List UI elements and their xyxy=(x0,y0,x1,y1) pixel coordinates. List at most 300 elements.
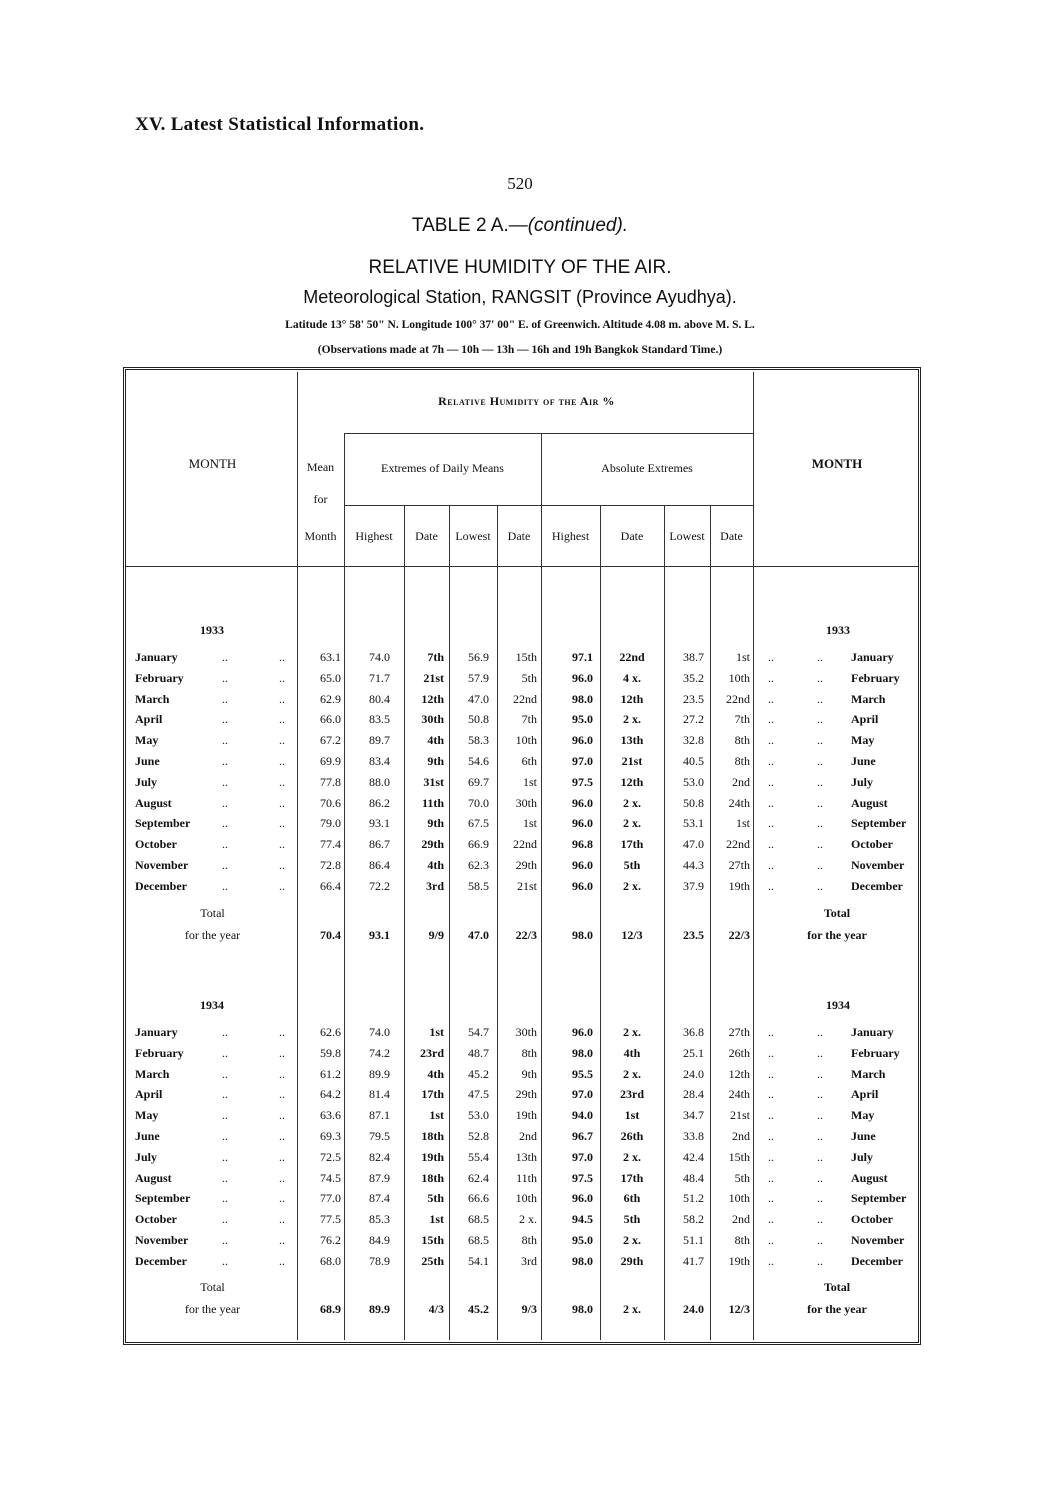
cell-al: 36.8 xyxy=(683,1025,704,1039)
cell-ahd: 29th xyxy=(620,1254,644,1268)
cell-dl: 50.8 xyxy=(468,712,489,726)
cell-ald: 22nd xyxy=(726,692,750,706)
cell-ah: 96.7 xyxy=(572,1129,593,1143)
leader-dots: .. xyxy=(768,692,774,706)
cell-ah: 97.0 xyxy=(572,1150,593,1164)
cell-dld: 1st xyxy=(522,816,537,830)
month-name-left: July xyxy=(135,1150,158,1164)
cell-ah: 95.5 xyxy=(572,1067,593,1081)
total-al: 24.0 xyxy=(683,1302,704,1316)
month-name-left: December xyxy=(135,879,187,893)
cell-dld: 19th xyxy=(515,1108,537,1122)
table-row xyxy=(0,1150,1040,1170)
leader-dots: .. xyxy=(768,858,774,872)
leader-dots: .. xyxy=(222,775,228,789)
table-row xyxy=(0,837,1040,857)
cell-ald: 26th xyxy=(728,1046,750,1060)
leader-dots: .. xyxy=(768,754,774,768)
leader-dots: .. xyxy=(279,1087,285,1101)
leader-dots: .. xyxy=(817,733,823,747)
month-name-left: November xyxy=(135,858,189,872)
leader-dots: .. xyxy=(222,837,228,851)
cell-dhd: 1st xyxy=(429,1108,444,1122)
table-row xyxy=(0,1254,1040,1274)
cell-al: 24.0 xyxy=(683,1067,704,1081)
month-name-right: May xyxy=(851,733,875,747)
cell-dhd: 19th xyxy=(421,1150,444,1164)
leader-dots: .. xyxy=(817,1087,823,1101)
cell-ah: 98.0 xyxy=(572,692,593,706)
cell-ah: 96.0 xyxy=(572,1025,593,1039)
leader-dots: .. xyxy=(279,733,285,747)
cell-dl: 66.6 xyxy=(468,1191,489,1205)
leader-dots: .. xyxy=(279,754,285,768)
month-name-right: March xyxy=(851,692,886,706)
month-name-right: September xyxy=(851,1191,907,1205)
leader-dots: .. xyxy=(768,1150,774,1164)
cell-dl: 62.3 xyxy=(468,858,489,872)
month-name-right: August xyxy=(851,1171,888,1185)
total-al: 23.5 xyxy=(683,928,704,942)
cell-mean: 77.0 xyxy=(320,1191,341,1205)
cell-ahd: 2 x. xyxy=(623,1025,641,1039)
cell-ah: 97.5 xyxy=(572,775,593,789)
cell-dhd: 12th xyxy=(421,692,444,706)
cell-mean: 64.2 xyxy=(320,1087,341,1101)
cell-mean: 63.6 xyxy=(320,1108,341,1122)
cell-dhd: 15th xyxy=(421,1233,444,1247)
leader-dots: .. xyxy=(817,1212,823,1226)
total-dhd: 4/3 xyxy=(428,1302,444,1316)
cell-dhd: 1st xyxy=(429,1212,444,1226)
month-name-right: July xyxy=(851,775,874,789)
year-label-left: 1934 xyxy=(200,998,224,1012)
cell-ahd: 5th xyxy=(623,1212,641,1226)
leader-dots: .. xyxy=(222,1150,228,1164)
total-dl: 45.2 xyxy=(468,1302,489,1316)
month-header-left: MONTH xyxy=(188,456,237,471)
cell-al: 37.9 xyxy=(683,879,704,893)
table-row xyxy=(0,1108,1040,1128)
cell-dhd: 25th xyxy=(421,1254,444,1268)
leader-dots: .. xyxy=(768,1025,774,1039)
cell-al: 47.0 xyxy=(683,837,704,851)
cell-dhd: 11th xyxy=(421,796,444,810)
cell-ah: 96.0 xyxy=(572,1191,593,1205)
cell-dld: 5th xyxy=(521,671,537,685)
group-header: Relative Humidity of the Air % xyxy=(438,394,615,408)
abs-lowest-header: Lowest xyxy=(669,529,705,543)
table-row xyxy=(0,1212,1040,1232)
leader-dots: .. xyxy=(817,1025,823,1039)
cell-dh: 72.2 xyxy=(369,879,390,893)
cell-mean: 62.6 xyxy=(320,1025,341,1039)
cell-ah: 96.0 xyxy=(572,733,593,747)
cell-ald: 5th xyxy=(734,1171,750,1185)
cell-dh: 86.2 xyxy=(369,796,390,810)
cell-ahd: 26th xyxy=(620,1129,644,1143)
cell-dh: 89.7 xyxy=(369,733,390,747)
cell-dl: 68.5 xyxy=(468,1233,489,1247)
leader-dots: .. xyxy=(817,1067,823,1081)
leader-dots: .. xyxy=(817,1233,823,1247)
leader-dots: .. xyxy=(768,1212,774,1226)
leader-dots: .. xyxy=(279,1067,285,1081)
cell-dl: 48.7 xyxy=(468,1046,489,1060)
cell-ald: 1st xyxy=(735,816,750,830)
cell-dhd: 18th xyxy=(421,1129,444,1143)
leader-dots: .. xyxy=(279,1108,285,1122)
leader-dots: .. xyxy=(817,754,823,768)
leader-dots: .. xyxy=(768,650,774,664)
cell-dld: 3rd xyxy=(521,1254,537,1268)
daily-highest-date-header: Date xyxy=(415,529,438,543)
cell-ahd: 21st xyxy=(621,754,643,768)
cell-al: 50.8 xyxy=(683,796,704,810)
daily-lowest-date-header: Date xyxy=(507,529,531,543)
cell-dhd: 17th xyxy=(421,1087,444,1101)
cell-dld: 22nd xyxy=(513,837,537,851)
cell-ahd: 13th xyxy=(620,733,644,747)
cell-ald: 24th xyxy=(728,1087,750,1101)
leader-dots: .. xyxy=(768,1087,774,1101)
leader-dots: .. xyxy=(817,712,823,726)
month-name-right: June xyxy=(851,754,876,768)
total-row xyxy=(0,928,1040,948)
leader-dots: .. xyxy=(222,754,228,768)
leader-dots: .. xyxy=(279,775,285,789)
leader-dots: .. xyxy=(768,1129,774,1143)
cell-dld: 22nd xyxy=(513,692,537,706)
total-dld: 22/3 xyxy=(515,928,537,942)
daily-extremes-header: Extremes of Daily Means xyxy=(381,461,504,475)
leader-dots: .. xyxy=(817,837,823,851)
cell-dh: 79.5 xyxy=(369,1129,390,1143)
month-name-right: July xyxy=(851,1150,874,1164)
cell-dhd: 9th xyxy=(427,754,444,768)
table-continued: (continued). xyxy=(527,215,629,236)
cell-ahd: 2 x. xyxy=(623,879,641,893)
cell-dl: 58.5 xyxy=(468,879,489,893)
total-ahd: 12/3 xyxy=(621,928,643,942)
leader-dots: .. xyxy=(222,1108,228,1122)
cell-dhd: 1st xyxy=(429,1025,444,1039)
cell-ald: 19th xyxy=(728,879,750,893)
table-row xyxy=(0,712,1040,732)
cell-ald: 27th xyxy=(728,858,750,872)
cell-dld: 8th xyxy=(521,1233,537,1247)
month-name-left: February xyxy=(135,1046,184,1060)
cell-dh: 71.7 xyxy=(369,671,390,685)
month-name-right: October xyxy=(851,837,893,851)
table-row xyxy=(0,1046,1040,1066)
leader-dots: .. xyxy=(817,775,823,789)
cell-mean: 59.8 xyxy=(320,1046,341,1060)
cell-ald: 2nd xyxy=(732,1129,750,1143)
leader-dots: .. xyxy=(768,1046,774,1060)
leader-dots: .. xyxy=(768,1108,774,1122)
cell-dld: 6th xyxy=(521,754,537,768)
leader-dots: .. xyxy=(817,1046,823,1060)
page-number: 520 xyxy=(507,174,533,193)
cell-ald: 2nd xyxy=(732,1212,750,1226)
mean-header-3: Month xyxy=(304,529,337,543)
cell-ah: 97.0 xyxy=(572,1087,593,1101)
leader-dots: .. xyxy=(768,1233,774,1247)
station-line: Meteorological Station, RANGSIT (Province Ayudhya). xyxy=(303,287,737,307)
cell-ald: 27th xyxy=(728,1025,750,1039)
cell-dh: 78.9 xyxy=(369,1254,390,1268)
cell-dhd: 31st xyxy=(423,775,444,789)
leader-dots: .. xyxy=(222,712,228,726)
cell-dl: 52.8 xyxy=(468,1129,489,1143)
leader-dots: .. xyxy=(817,858,823,872)
month-name-right: February xyxy=(851,671,900,685)
cell-ahd: 6th xyxy=(623,1191,641,1205)
cell-ahd: 2 x. xyxy=(623,816,641,830)
leader-dots: .. xyxy=(222,796,228,810)
leader-dots: .. xyxy=(768,1191,774,1205)
cell-ah: 96.8 xyxy=(572,837,593,851)
leader-dots: .. xyxy=(279,1212,285,1226)
month-name-left: March xyxy=(135,692,170,706)
abs-highest-date-header: Date xyxy=(620,529,644,543)
cell-ald: 8th xyxy=(734,754,750,768)
total-mean: 68.9 xyxy=(320,1302,341,1316)
cell-dld: 2nd xyxy=(519,1129,537,1143)
cell-ahd: 17th xyxy=(620,1171,644,1185)
cell-dl: 62.4 xyxy=(468,1171,489,1185)
table-row xyxy=(0,692,1040,712)
cell-dl: 55.4 xyxy=(468,1150,489,1164)
month-name-right: January xyxy=(851,650,894,664)
total-sub-left: for the year xyxy=(184,1302,241,1316)
daily-highest-header: Highest xyxy=(355,529,393,543)
cell-ah: 98.0 xyxy=(572,1046,593,1060)
cell-dh: 85.3 xyxy=(369,1212,390,1226)
cell-ah: 97.1 xyxy=(572,650,593,664)
table-row xyxy=(0,775,1040,795)
cell-al: 51.1 xyxy=(683,1233,704,1247)
cell-ah: 94.0 xyxy=(572,1108,593,1122)
leader-dots: .. xyxy=(279,692,285,706)
month-name-right: November xyxy=(851,858,905,872)
table-row xyxy=(0,671,1040,691)
month-name-right: December xyxy=(851,1254,903,1268)
cell-dld: 10th xyxy=(515,1191,537,1205)
cell-mean: 61.2 xyxy=(320,1067,341,1081)
cell-dl: 54.7 xyxy=(468,1025,489,1039)
rule-sub-under xyxy=(344,505,753,506)
table-label: TABLE 2 A.— xyxy=(411,215,528,236)
cell-al: 28.4 xyxy=(683,1087,704,1101)
cell-ald: 8th xyxy=(734,1233,750,1247)
abs-lowest-date-header: Date xyxy=(720,529,743,543)
leader-dots: .. xyxy=(279,816,285,830)
leader-dots: .. xyxy=(222,1171,228,1185)
cell-ahd: 4th xyxy=(623,1046,641,1060)
month-name-left: August xyxy=(135,796,172,810)
cell-al: 23.5 xyxy=(683,692,704,706)
month-name-right: April xyxy=(851,1087,879,1101)
leader-dots: .. xyxy=(279,858,285,872)
cell-ah: 94.5 xyxy=(572,1212,593,1226)
total-mean: 70.4 xyxy=(320,928,341,942)
cell-ah: 96.0 xyxy=(572,816,593,830)
leader-dots: .. xyxy=(817,796,823,810)
leader-dots: .. xyxy=(222,1087,228,1101)
leader-dots: .. xyxy=(817,671,823,685)
cell-dl: 47.0 xyxy=(468,692,489,706)
cell-dl: 45.2 xyxy=(468,1067,489,1081)
table-row xyxy=(0,1233,1040,1253)
cell-ald: 24th xyxy=(728,796,750,810)
cell-dld: 11th xyxy=(516,1171,537,1185)
leader-dots: .. xyxy=(768,775,774,789)
leader-dots: .. xyxy=(279,1046,285,1060)
total-ald: 22/3 xyxy=(728,928,750,942)
total-label-left: Total xyxy=(200,906,225,920)
leader-dots: .. xyxy=(279,1025,285,1039)
month-name-left: September xyxy=(135,816,191,830)
cell-mean: 72.5 xyxy=(320,1150,341,1164)
cell-dhd: 30th xyxy=(421,712,444,726)
month-name-right: March xyxy=(851,1067,886,1081)
total-dh: 89.9 xyxy=(369,1302,390,1316)
cell-al: 51.2 xyxy=(683,1191,704,1205)
total-label-left: Total xyxy=(200,1280,225,1294)
leader-dots: .. xyxy=(222,1046,228,1060)
cell-dh: 83.4 xyxy=(369,754,390,768)
cell-mean: 66.0 xyxy=(320,712,341,726)
leader-dots: .. xyxy=(279,671,285,685)
cell-dld: 30th xyxy=(515,796,537,810)
cell-dh: 86.4 xyxy=(369,858,390,872)
cell-dl: 68.5 xyxy=(468,1212,489,1226)
cell-ahd: 22nd xyxy=(619,650,645,664)
cell-dld: 7th xyxy=(521,712,537,726)
cell-dh: 83.5 xyxy=(369,712,390,726)
leader-dots: .. xyxy=(279,837,285,851)
cell-dh: 80.4 xyxy=(369,692,390,706)
total-dl: 47.0 xyxy=(468,928,489,942)
cell-al: 32.8 xyxy=(683,733,704,747)
cell-ald: 19th xyxy=(728,1254,750,1268)
month-name-left: January xyxy=(135,1025,178,1039)
leader-dots: .. xyxy=(222,1233,228,1247)
cell-dhd: 3rd xyxy=(426,879,444,893)
leader-dots: .. xyxy=(222,1212,228,1226)
cell-dh: 87.4 xyxy=(369,1191,390,1205)
mean-header-1: Mean xyxy=(306,460,335,474)
month-name-left: November xyxy=(135,1233,189,1247)
leader-dots: .. xyxy=(279,879,285,893)
cell-dld: 15th xyxy=(515,650,537,664)
cell-dl: 70.0 xyxy=(468,796,489,810)
year-label-right: 1933 xyxy=(826,623,850,637)
table-row xyxy=(0,1171,1040,1191)
cell-mean: 62.9 xyxy=(320,692,341,706)
cell-ah: 96.0 xyxy=(572,879,593,893)
table-subject: RELATIVE HUMIDITY OF THE AIR. xyxy=(368,257,672,278)
month-name-right: August xyxy=(851,796,888,810)
month-name-left: September xyxy=(135,1191,191,1205)
leader-dots: .. xyxy=(222,733,228,747)
cell-dh: 87.9 xyxy=(369,1171,390,1185)
cell-ald: 2nd xyxy=(732,775,750,789)
cell-dhd: 4th xyxy=(427,858,444,872)
rule-group-under xyxy=(344,433,753,434)
cell-dhd: 4th xyxy=(427,1067,444,1081)
cell-dld: 29th xyxy=(515,858,537,872)
leader-dots: .. xyxy=(817,1150,823,1164)
cell-dh: 93.1 xyxy=(369,816,390,830)
cell-al: 58.2 xyxy=(683,1212,704,1226)
cell-dld: 13th xyxy=(515,1150,537,1164)
observations-line: (Observations made at 7h — 10h — 13h — 16h and 19h Bangkok Standard Time.) xyxy=(317,344,723,356)
cell-dld: 21st xyxy=(516,879,537,893)
month-name-right: October xyxy=(851,1212,893,1226)
cell-al: 25.1 xyxy=(683,1046,704,1060)
cell-ah: 96.0 xyxy=(572,671,593,685)
total-label-right: Total xyxy=(823,906,851,920)
month-name-left: June xyxy=(135,1129,160,1143)
month-name-left: May xyxy=(135,733,159,747)
cell-al: 44.3 xyxy=(683,858,704,872)
month-name-left: October xyxy=(135,837,177,851)
cell-al: 33.8 xyxy=(683,1129,704,1143)
leader-dots: .. xyxy=(817,1191,823,1205)
month-name-left: July xyxy=(135,775,158,789)
cell-ald: 10th xyxy=(728,1191,750,1205)
cell-al: 34.7 xyxy=(683,1108,704,1122)
month-name-right: January xyxy=(851,1025,894,1039)
total-sub-right: for the year xyxy=(807,1302,867,1316)
leader-dots: .. xyxy=(817,816,823,830)
cell-al: 35.2 xyxy=(683,671,704,685)
cell-dhd: 23rd xyxy=(420,1046,444,1060)
cell-mean: 69.3 xyxy=(320,1129,341,1143)
cell-mean: 77.8 xyxy=(320,775,341,789)
cell-al: 53.0 xyxy=(683,775,704,789)
leader-dots: .. xyxy=(768,671,774,685)
cell-dld: 1st xyxy=(522,775,537,789)
leader-dots: .. xyxy=(279,1233,285,1247)
month-name-left: March xyxy=(135,1067,170,1081)
year-label-right: 1934 xyxy=(826,998,850,1012)
leader-dots: .. xyxy=(817,1129,823,1143)
year-label-left: 1933 xyxy=(200,623,224,637)
total-dh: 93.1 xyxy=(369,928,390,942)
leader-dots: .. xyxy=(768,879,774,893)
leader-dots: .. xyxy=(817,1108,823,1122)
cell-dld: 30th xyxy=(515,1025,537,1039)
leader-dots: .. xyxy=(222,1129,228,1143)
cell-al: 27.2 xyxy=(683,712,704,726)
cell-dl: 54.1 xyxy=(468,1254,489,1268)
leader-dots: .. xyxy=(768,733,774,747)
coordinates-line: Latitude 13° 58' 50" N. Longitude 100° 37' 00" E. of Greenwich. Altitude 4.08 m. above M. S. L. xyxy=(285,319,755,331)
leader-dots: .. xyxy=(817,1171,823,1185)
cell-ald: 21st xyxy=(729,1108,750,1122)
leader-dots: .. xyxy=(279,650,285,664)
leader-dots: .. xyxy=(279,1171,285,1185)
table-row xyxy=(0,1087,1040,1107)
total-ahd: 2 x. xyxy=(623,1302,641,1316)
cell-ah: 98.0 xyxy=(572,1254,593,1268)
cell-ahd: 2 x. xyxy=(623,712,641,726)
cell-ald: 1st xyxy=(735,650,750,664)
